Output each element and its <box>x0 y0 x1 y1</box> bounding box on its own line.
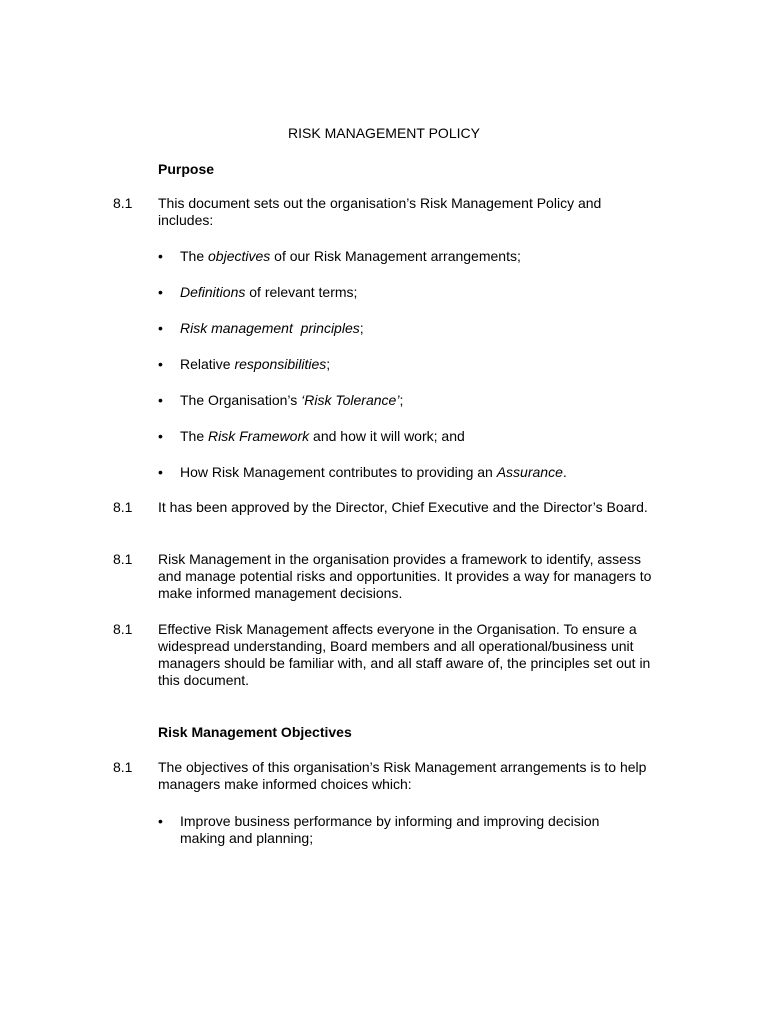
document-title: RISK MANAGEMENT POLICY <box>288 125 480 141</box>
purpose-bullet-4 <box>158 356 658 373</box>
bullet-text: How Risk Management contributes to providing an Assurance. <box>180 464 567 480</box>
paragraph-number: 8.1 <box>113 499 133 515</box>
purpose-heading: Purpose <box>158 161 215 177</box>
bullet-text: Risk management principles; <box>180 320 364 336</box>
bullet-marker: • <box>158 284 163 300</box>
bullet-text: The Organisation’s ‘Risk Tolerance’; <box>180 392 404 408</box>
paragraph-text: Effective Risk Management affects everyone in the Organisation. To ensure a widespread understanding, Board members and all operational/business unit managers should be familiar with, and all staff aware of, the principles set out in this document. <box>158 621 651 688</box>
purpose-bullet-2 <box>158 284 658 301</box>
purpose-paragraph-2 <box>113 499 673 516</box>
objectives-bullet-1 <box>158 813 638 847</box>
paragraph-number: 8.1 <box>113 621 133 637</box>
purpose-bullet-6 <box>158 428 658 445</box>
bullet-marker: • <box>158 464 163 480</box>
purpose-bullet-7 <box>158 464 658 481</box>
purpose-bullet-3 <box>158 320 658 337</box>
purpose-bullet-1 <box>158 248 658 265</box>
paragraph-text: This document sets out the organisation’s Risk Management Policy and includes: <box>158 195 602 228</box>
bullet-marker: • <box>158 813 163 829</box>
purpose-bullet-5 <box>158 392 658 409</box>
purpose-paragraph-4 <box>113 621 673 689</box>
paragraph-number: 8.1 <box>113 759 133 775</box>
bullet-text: Definitions of relevant terms; <box>180 284 358 300</box>
bullet-marker: • <box>158 392 163 408</box>
objectives-heading: Risk Management Objectives <box>158 724 352 740</box>
purpose-paragraph-3 <box>113 551 673 602</box>
bullet-text: The objectives of our Risk Management arrangements; <box>180 248 521 264</box>
paragraph-text: The objectives of this organisation’s Risk Management arrangements is to help managers make informed choices which: <box>158 759 647 792</box>
bullet-marker: • <box>158 320 163 336</box>
paragraph-number: 8.1 <box>113 551 133 567</box>
paragraph-text: It has been approved by the Director, Chief Executive and the Director’s Board. <box>158 499 648 515</box>
bullet-marker: • <box>158 356 163 372</box>
bullet-text: Relative responsibilities; <box>180 356 331 372</box>
bullet-text: The Risk Framework and how it will work; and <box>180 428 465 444</box>
paragraph-text: Risk Management in the organisation provides a framework to identify, assess and manage potential risks and opportunities. It provides a way for managers to make informed management decisions. <box>158 551 652 601</box>
objectives-paragraph-1 <box>113 759 673 793</box>
paragraph-number: 8.1 <box>113 195 133 211</box>
bullet-marker: • <box>158 428 163 444</box>
bullet-marker: • <box>158 248 163 264</box>
bullet-text: Improve business performance by informing and improving decision making and planning; <box>180 813 600 846</box>
purpose-paragraph-1 <box>113 195 673 229</box>
